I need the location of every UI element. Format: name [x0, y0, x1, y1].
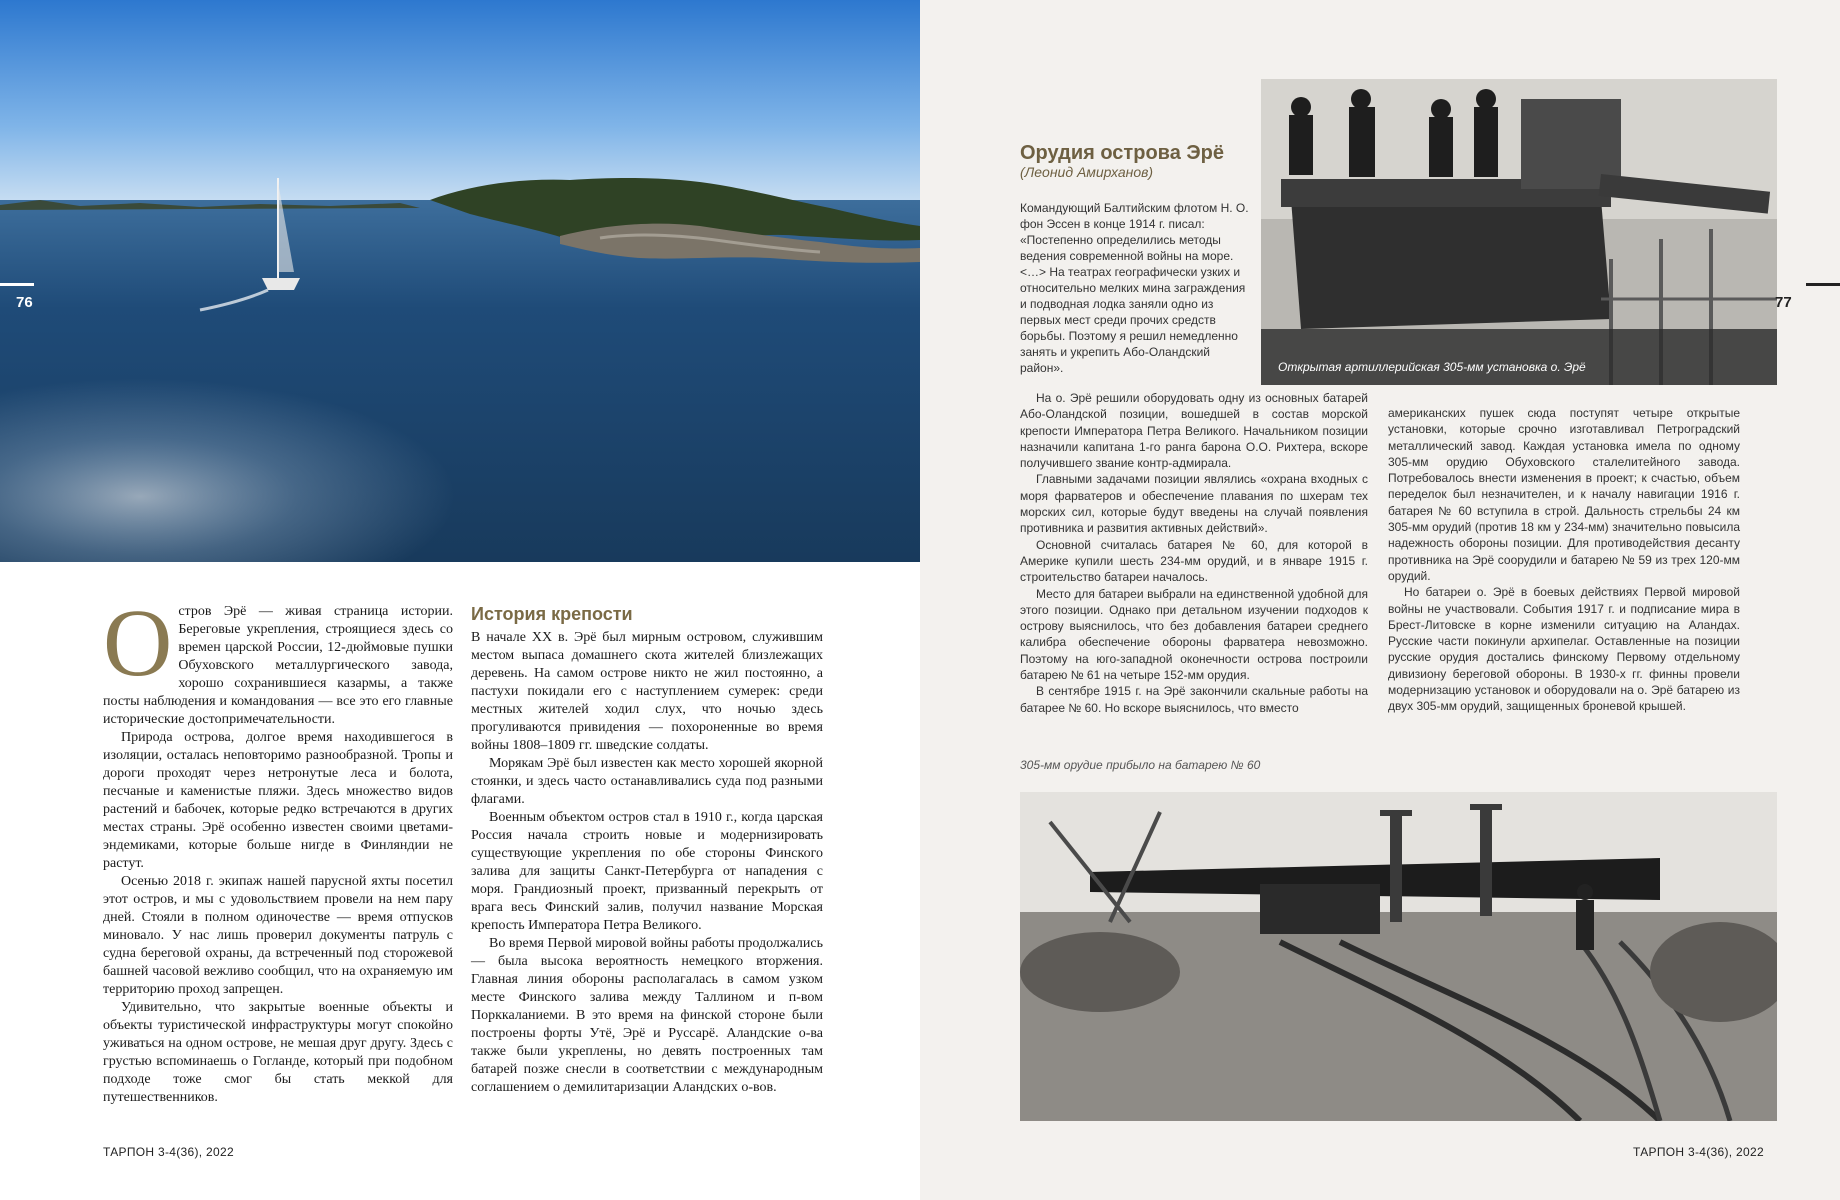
article-author: (Леонид Амирханов) — [1020, 164, 1154, 180]
paragraph: Природа острова, долгое время находившегося в изоляции, осталась неповторимо разнообразной. Тропы и дороги проходят через нетронутые леса и болота, песчаные и каменистые пляжи. Здесь множество видов растений и бабочек, которые редко встречаются в других местах страны. Эрё особенно известен своими цветами-эндемиками, которые больше нигде в Финляндии не растут. — [103, 730, 453, 871]
sailboat-sea-photo — [0, 0, 920, 562]
paragraph: Основной считалась батарея № 60, для которой в Америке купили шесть 234-мм орудий, и в январе 1915 г. строительство батареи началось. — [1020, 537, 1368, 585]
article-column-1 — [1020, 390, 1368, 716]
paragraph: На о. Эрё решили оборудовать одну из основных батарей Або-Оландской позиции, вошедшей в состав морской крепости Императора Петра Великого. Начальником позиции назначили капитана 1-го ранга барона О.О. Рихтера, вскоре получившего звание контр-адмирала. — [1020, 391, 1368, 471]
gun-installation-photo — [1261, 79, 1777, 385]
article-title: Орудия острова Эрё — [1020, 142, 1224, 164]
paragraph: Военным объектом остров стал в 1910 г., когда царская Россия начала строить новые и модернизировать существующие укрепления по обе стороны Финского залива для защиты Санкт-Петербурга от нападения с моря. Грандиозный проект, призванный перекрыть от врага весь Финский залив, получил название Морская крепость Императора Петра Великого. — [471, 810, 823, 933]
article-column-2 — [1388, 405, 1740, 715]
page-number-right: 77 — [1775, 294, 1792, 311]
paragraph: В сентябре 1915 г. на Эрё закончили скальные работы на батарее № 60. Но вскоре выяснилось, что вместо — [1020, 684, 1368, 715]
paragraph: Но батареи о. Эрё в боевых действиях Первой мировой войны не участвовали. События 1917 г. и подписание мира в Брест-Литовске в корне изменили ситуацию на Аландах. Русские части покинули архипелаг. Оставленные на позиции русские орудия достались финскому Первому отдельному дивизиону береговой обороны. В 1930-х гг. финны провели модернизацию установок и оборудовали на о. Эрё батарею из двух 305-мм орудий, защищенных броневой крышей. — [1388, 585, 1740, 714]
intro-quote: Командующий Балтийским флотом Н. О. фон Эссен в конце 1914 г. писал: «Постепенно определились методы ведения современной войны на море. <…> На театрах географически узких и относительно мелких мина заграждения и подводная лодка заняли одно из первых мест среди прочих средств борьбы. Поэтому я решил немедленно занять и укрепить Або-Оландский район». — [1020, 201, 1249, 375]
photo-caption: 305-мм орудие прибыло на батарею № 60 — [1020, 758, 1261, 772]
footer-left: ТАРПОН 3-4(36), 2022 — [103, 1145, 234, 1159]
paragraph: стров Эрё — живая страница истории. Береговые укрепления, строящиеся здесь со времен царской России, 12-дюймовые пушки Обуховского металлургического завода, хорошо сохранившиеся казармы, а также посты наблюдения и командования — все это его главные исторические достопримечательности. — [103, 604, 453, 727]
page-number-bar — [1806, 283, 1840, 286]
gun-transport-photo — [1020, 792, 1777, 1121]
paragraph: Главными задачами позиции являлись «охрана входных с моря фарватеров и обеспечение плавания по шхерам тех морских сил, которые будут введены на случай появления противника и развития активных действий». — [1020, 472, 1368, 536]
dropcap: О — [103, 589, 173, 696]
history-column — [471, 603, 823, 1097]
paragraph: Морякам Эрё был известен как место хорошей якорной стоянки, и здесь часто останавливались суда под разными флагами. — [471, 756, 823, 807]
paragraph: американских пушек сюда поступят четыре открытые установки, которые срочно изготавливал Петроградский металлический завод. Каждая установка имела по одному 305-мм орудию Обуховского сталелитейного завода. Потребовалось внести изменения в проект; к счастью, объем переделок был незначителен, и к началу навигации 1916 г. батарея № 60 вступила в строй. Дальность стрельбы 24 км 305-мм орудий (против 18 км у 234-мм) значительно повысила надежность обороны позиции. Для противодействия десанту противника на Эрё соорудили и батарею № 59 из трех 120-мм орудий. — [1388, 406, 1740, 583]
paragraph: В начале XX в. Эрё был мирным островом, служившим местом выпаса домашнего скота жителей близлежащих деревень. На самом острове никто не жил постоянно, а пастухи покидали его с наступлением сумерек: среди местных жителей ходил слух, что ночью здесь прогуливаются привидения — похороненные во время войны 1808–1809 гг. шведские солдаты. — [471, 630, 823, 753]
paragraph: Удивительно, что закрытые военные объекты и объекты туристической инфраструктуры могут спокойно уживаться на одном острове, не мешая друг другу. Здесь с грустью вспоминаешь о Гогланде, который при подобном подходе тоже смог бы стать меккой для путешественников. — [103, 1000, 453, 1105]
page-number-bar — [0, 283, 34, 286]
intro-column — [103, 589, 453, 1107]
page-number-left: 76 — [16, 294, 33, 311]
section-heading: История крепости — [471, 604, 633, 624]
paragraph: Во время Первой мировой войны работы продолжались — была высока вероятность немецкого вторжения. Главная линия обороны располагалась в самом узком месте Финского залива между Таллином и п-вом Порккаланиеми. В это время на финской стороне были построены форты Утё, Эрё и Руссарё. Аландские о-ва также были укреплены, но девять построенных там батарей позже снесли в соответствии с международным соглашением о демилитаризации Аландских о-вов. — [471, 936, 823, 1095]
footer-right: ТАРПОН 3-4(36), 2022 — [1633, 1145, 1764, 1159]
paragraph: Осенью 2018 г. экипаж нашей парусной яхты посетил этот остров, и мы с удовольствием провели на нем пару дней. Стояли в полном одиночестве — время отпусков миновало. У нас лишь проверил документы патруль с судна береговой охраны, да встреченный под сторожевой башней часовой вежливо сообщил, что на охраняемую им территорию проход запрещен. — [103, 874, 453, 997]
photo-caption: Открытая артиллерийская 305-мм установка о. Эрё — [1278, 360, 1586, 374]
paragraph: Место для батареи выбрали на единственной удобной для этого позиции. Однако при детальном изучении подходов к острову выяснилось, что без добавления батареи среднего калибра обеспечение обороны фарватера невозможно. Поэтому на юго-западной оконечности острова построили батарею № 61 на четыре 152-мм орудия. — [1020, 586, 1368, 683]
